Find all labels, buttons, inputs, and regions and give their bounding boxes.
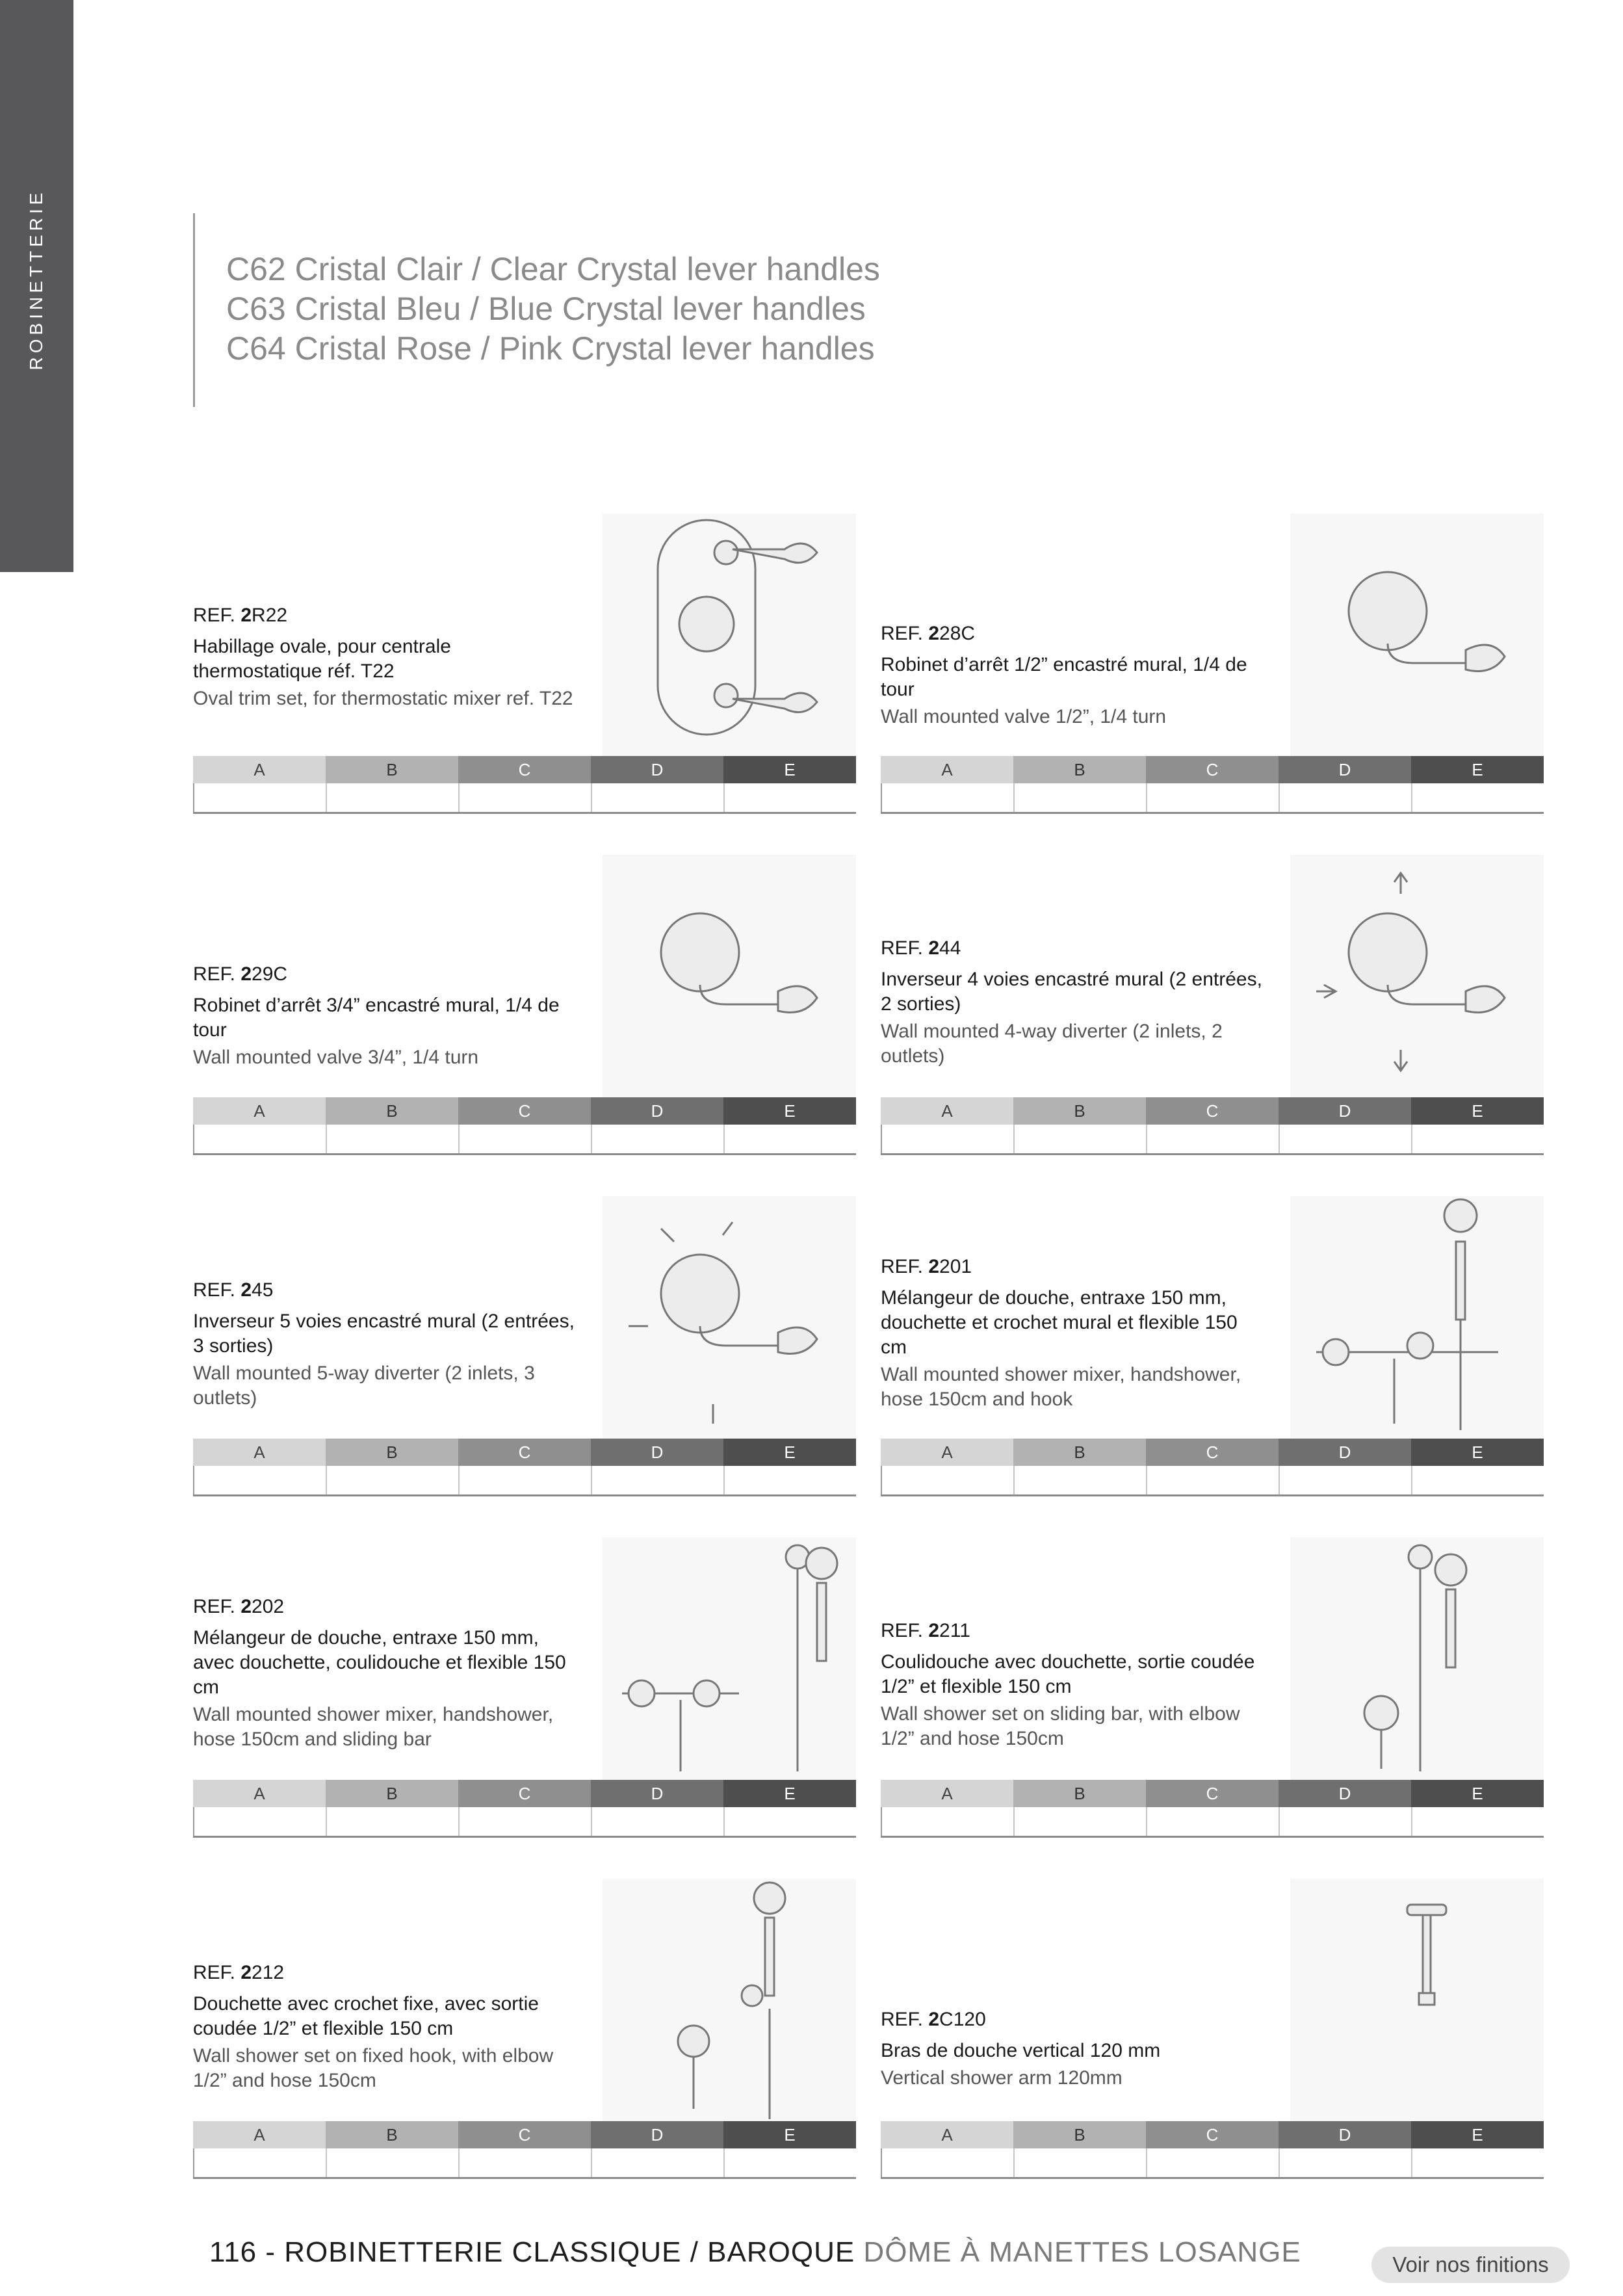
four-way-diverter-icon: [1290, 855, 1544, 1102]
view-finishes-button[interactable]: Voir nos finitions: [1371, 2247, 1570, 2283]
finish-column-a: A: [193, 1780, 326, 1807]
finish-column-a: A: [881, 756, 1013, 783]
finish-cell: [1411, 1807, 1544, 1836]
ref-rest: C120: [939, 2009, 986, 2030]
product-text: [881, 2009, 1264, 2091]
finish-column-a: A: [193, 1097, 326, 1125]
ref-prefix: REF.: [881, 623, 929, 644]
description-fr: Bras de douche vertical 120 mm: [881, 2040, 1161, 2061]
finish-cell: [1146, 2148, 1279, 2177]
finish-column-d: D: [1279, 756, 1411, 783]
finish-column-d: D: [591, 756, 723, 783]
finish-table-row: [881, 1807, 1544, 1838]
ref-rest: 202: [252, 1596, 285, 1617]
finish-column-c: C: [1146, 2121, 1279, 2148]
finish-cell: [591, 1125, 723, 1153]
ref-prefix: REF.: [193, 963, 241, 985]
finish-cell: [881, 1125, 1013, 1153]
finish-cell: [193, 783, 326, 812]
description-fr: Robinet d’arrêt 3/4” encastré mural, 1/4 de tour: [193, 995, 560, 1041]
finish-cell: [1146, 1466, 1279, 1494]
description-fr: Robinet d’arrêt 1/2” encastré mural, 1/4 de tour: [881, 654, 1247, 700]
finish-cell: [1279, 1807, 1411, 1836]
finish-column-a: A: [881, 2121, 1013, 2148]
finish-cell: [458, 1807, 591, 1836]
finish-cell: [881, 783, 1013, 812]
finish-table-row: [881, 783, 1544, 814]
shower-mixer-bar-icon: [603, 1537, 856, 1784]
finish-column-d: D: [1279, 1439, 1411, 1466]
finish-column-d: D: [591, 2121, 723, 2148]
finish-cell: [1013, 1466, 1146, 1494]
product-text: [881, 937, 1264, 1069]
product-text: [881, 623, 1264, 729]
ref-prefix: REF.: [193, 1596, 241, 1617]
finish-table: [193, 2121, 856, 2179]
product-ref: [193, 1279, 577, 1301]
finish-table-header: [881, 756, 1544, 783]
finish-table-header: [881, 1439, 1544, 1466]
finish-column-d: D: [591, 1780, 723, 1807]
ref-code: 2: [240, 605, 252, 626]
finish-cell: [591, 2148, 723, 2177]
ref-prefix: REF.: [881, 2009, 929, 2030]
description-en: Wall shower set on fixed hook, with elbow 1/2” and hose 150cm: [193, 2045, 554, 2091]
finish-cell: [326, 1466, 458, 1494]
finish-cell: [881, 2148, 1013, 2177]
shower-arm-icon: [1290, 1879, 1544, 2126]
ref-prefix: REF.: [881, 937, 929, 959]
ref-rest: 211: [939, 1620, 970, 1641]
finish-column-a: A: [193, 756, 326, 783]
finish-column-a: A: [193, 2121, 326, 2148]
finish-table-header: [193, 756, 856, 783]
finish-table: [881, 1439, 1544, 1496]
finish-table: [193, 1439, 856, 1496]
finish-column-b: B: [326, 756, 458, 783]
finish-cell: [326, 1125, 458, 1153]
sliding-bar-set-icon: [1290, 1537, 1544, 1784]
finish-column-c: C: [458, 1780, 591, 1807]
finish-column-e: E: [723, 756, 856, 783]
product-entry: [193, 514, 856, 813]
description-en: Wall mounted valve 3/4”, 1/4 turn: [193, 1047, 479, 1068]
finish-table-row: [881, 1466, 1544, 1496]
product-ref: [193, 1962, 577, 1984]
product-entry: [193, 855, 856, 1154]
description-fr: Coulidouche avec douchette, sortie coudée 1/2” et flexible 150 cm: [881, 1651, 1255, 1697]
finish-column-b: B: [326, 1439, 458, 1466]
finish-cell: [1013, 2148, 1146, 2177]
finish-cell: [591, 1807, 723, 1836]
product-ref: [881, 2009, 1264, 2031]
finish-table-row: [881, 1125, 1544, 1155]
product-text: [881, 1256, 1264, 1412]
finish-cell: [1279, 1466, 1411, 1494]
description-en: Wall mounted 5-way diverter (2 inlets, 3 outlets): [193, 1363, 535, 1409]
ref-prefix: REF.: [193, 1962, 241, 1983]
description-en: Wall mounted 4-way diverter (2 inlets, 2 outlets): [881, 1021, 1223, 1067]
finish-cell: [326, 2148, 458, 2177]
ref-prefix: REF.: [193, 1279, 241, 1301]
product-ref: [881, 937, 1264, 959]
finish-cell: [723, 1125, 856, 1153]
finish-column-b: B: [1013, 756, 1146, 783]
description-fr: Douchette avec crochet fixe, avec sortie coudée 1/2” et flexible 150 cm: [193, 1993, 539, 2039]
description-en: Wall shower set on sliding bar, with elbow 1/2” and hose 150cm: [881, 1703, 1240, 1749]
ref-code: 2: [240, 963, 252, 985]
finish-cell: [1146, 1807, 1279, 1836]
product-ref: [881, 1256, 1264, 1278]
sidebar-label: ROBINETTERIE: [26, 189, 46, 371]
finish-cell: [458, 1125, 591, 1153]
finish-table-header: [193, 1780, 856, 1807]
product-entry: [881, 514, 1544, 813]
finish-table-header: [881, 1780, 1544, 1807]
ref-code: 2: [240, 1279, 252, 1301]
page-footer: [209, 2236, 1301, 2269]
finish-cell: [193, 1466, 326, 1494]
product-ref: [881, 623, 1264, 645]
finish-column-a: A: [881, 1780, 1013, 1807]
five-way-diverter-icon: [603, 1196, 856, 1443]
ref-rest: 44: [939, 937, 961, 959]
ref-code: 2: [928, 623, 940, 644]
ref-rest: 212: [252, 1962, 285, 1983]
product-text: [193, 605, 577, 711]
finish-cell: [723, 2148, 856, 2177]
finish-column-d: D: [1279, 2121, 1411, 2148]
product-entry: [881, 855, 1544, 1154]
product-ref: [193, 1596, 577, 1618]
description-fr: Inverseur 4 voies encastré mural (2 entrées, 2 sorties): [881, 969, 1262, 1015]
product-entry: [193, 1537, 856, 1836]
finish-table-header: [193, 1439, 856, 1466]
finish-cell: [458, 2148, 591, 2177]
wall-valve-icon: [1290, 514, 1544, 761]
finish-cell: [193, 2148, 326, 2177]
title-line: C62 Cristal Clair / Clear Crystal lever handles: [226, 251, 880, 287]
finish-cell: [1411, 1466, 1544, 1494]
finish-column-c: C: [1146, 1097, 1279, 1125]
finish-cell: [1146, 783, 1279, 812]
finish-column-c: C: [1146, 1780, 1279, 1807]
finish-column-a: A: [881, 1097, 1013, 1125]
finish-cell: [881, 1466, 1013, 1494]
finish-column-d: D: [1279, 1780, 1411, 1807]
description-en: Wall mounted shower mixer, handshower, hose 150cm and hook: [881, 1364, 1241, 1410]
finish-column-c: C: [458, 1097, 591, 1125]
product-ref: [881, 1620, 1264, 1642]
ref-code: 2: [240, 1962, 252, 1983]
finish-cell: [1279, 2148, 1411, 2177]
finish-table-row: [193, 1807, 856, 1838]
finish-column-e: E: [1411, 2121, 1544, 2148]
finish-column-c: C: [458, 1439, 591, 1466]
ref-prefix: REF.: [881, 1620, 929, 1641]
description-en: Oval trim set, for thermostatic mixer ref. T22: [193, 688, 573, 709]
finish-cell: [1013, 1807, 1146, 1836]
finish-cell: [1146, 1125, 1279, 1153]
finish-table: [193, 756, 856, 814]
finish-cell: [193, 1807, 326, 1836]
finish-table-row: [881, 2148, 1544, 2179]
finish-cell: [591, 783, 723, 812]
shower-mixer-hook-icon: [1290, 1196, 1544, 1443]
description-en: Vertical shower arm 120mm: [881, 2067, 1123, 2089]
description-fr: Habillage ovale, pour centrale thermostatique réf. T22: [193, 636, 451, 682]
ref-code: 2: [928, 2009, 940, 2030]
finish-cell: [1279, 1125, 1411, 1153]
finish-cell: [1411, 1125, 1544, 1153]
finish-column-e: E: [1411, 1780, 1544, 1807]
ref-rest: 45: [252, 1279, 274, 1301]
finish-table-row: [193, 2148, 856, 2179]
ref-code: 2: [928, 1256, 940, 1277]
finish-column-c: C: [1146, 756, 1279, 783]
description-fr: Inverseur 5 voies encastré mural (2 entrées, 3 sorties): [193, 1311, 575, 1357]
finish-column-b: B: [1013, 1097, 1146, 1125]
finish-column-d: D: [591, 1439, 723, 1466]
finish-table-header: [193, 2121, 856, 2148]
finish-cell: [591, 1466, 723, 1494]
finish-column-e: E: [723, 1097, 856, 1125]
finish-column-b: B: [326, 1780, 458, 1807]
finish-table: [881, 2121, 1544, 2179]
finish-cell: [326, 783, 458, 812]
oval-trim-set-icon: [603, 514, 856, 761]
description-en: Wall mounted valve 1/2”, 1/4 turn: [881, 706, 1167, 727]
ref-prefix: REF.: [193, 605, 241, 626]
header-rule: [193, 213, 195, 407]
product-entry: [193, 1196, 856, 1495]
ref-rest: 201: [939, 1256, 972, 1277]
ref-rest: 29C: [252, 963, 288, 985]
product-entry: [881, 1879, 1544, 2178]
finish-cell: [723, 1466, 856, 1494]
finish-cell: [458, 1466, 591, 1494]
finish-column-c: C: [458, 2121, 591, 2148]
finish-column-b: B: [326, 2121, 458, 2148]
description-fr: Mélangeur de douche, entraxe 150 mm, douchette et crochet mural et flexible 150 cm: [881, 1287, 1238, 1358]
description-en: Wall mounted shower mixer, handshower, hose 150cm and sliding bar: [193, 1704, 554, 1750]
finish-column-d: D: [1279, 1097, 1411, 1125]
finish-column-d: D: [591, 1097, 723, 1125]
finish-table-header: [881, 1097, 1544, 1125]
finish-cell: [723, 783, 856, 812]
finish-cell: [1411, 783, 1544, 812]
footer-sub: DÔME À MANETTES LOSANGE: [863, 2236, 1301, 2268]
finish-cell: [458, 783, 591, 812]
product-ref: [193, 963, 577, 985]
ref-code: 2: [928, 937, 940, 959]
footer-main: 116 - ROBINETTERIE CLASSIQUE / BAROQUE: [209, 2236, 864, 2268]
product-entry: [881, 1537, 1544, 1836]
finish-column-b: B: [1013, 1439, 1146, 1466]
finish-table-row: [193, 783, 856, 814]
title-line: C64 Cristal Rose / Pink Crystal lever handles: [226, 330, 875, 367]
finish-cell: [723, 1807, 856, 1836]
finish-table-row: [193, 1125, 856, 1155]
finish-column-b: B: [1013, 2121, 1146, 2148]
finish-column-e: E: [723, 1439, 856, 1466]
product-entry: [881, 1196, 1544, 1495]
wall-valve-icon: [603, 855, 856, 1102]
finish-column-e: E: [723, 2121, 856, 2148]
finish-column-e: E: [723, 1780, 856, 1807]
finish-cell: [326, 1807, 458, 1836]
description-fr: Mélangeur de douche, entraxe 150 mm, avec douchette, coulidouche et flexible 150 cm: [193, 1627, 566, 1698]
finish-column-e: E: [1411, 756, 1544, 783]
product-text: [881, 1620, 1264, 1751]
finish-cell: [881, 1807, 1013, 1836]
finish-table: [193, 1097, 856, 1155]
product-ref: [193, 605, 577, 627]
finish-table: [881, 756, 1544, 814]
finish-table: [881, 1780, 1544, 1838]
finish-cell: [1279, 783, 1411, 812]
product-text: [193, 963, 577, 1070]
finish-table: [881, 1097, 1544, 1155]
finish-column-c: C: [1146, 1439, 1279, 1466]
finish-cell: [193, 1125, 326, 1153]
ref-rest: 28C: [939, 623, 976, 644]
finish-table: [193, 1780, 856, 1838]
finish-table-header: [193, 1097, 856, 1125]
finish-table-row: [193, 1466, 856, 1496]
finish-column-a: A: [881, 1439, 1013, 1466]
finish-column-c: C: [458, 756, 591, 783]
ref-rest: R22: [252, 605, 288, 626]
ref-prefix: REF.: [881, 1256, 929, 1277]
finish-column-e: E: [1411, 1439, 1544, 1466]
product-entry: [193, 1879, 856, 2178]
finish-column-e: E: [1411, 1097, 1544, 1125]
product-text: [193, 1596, 577, 1752]
finish-table-header: [881, 2121, 1544, 2148]
finish-column-b: B: [326, 1097, 458, 1125]
finish-cell: [1013, 1125, 1146, 1153]
ref-code: 2: [240, 1596, 252, 1617]
product-text: [193, 1279, 577, 1411]
page-title: [226, 250, 880, 369]
finish-column-b: B: [1013, 1780, 1146, 1807]
finish-cell: [1013, 783, 1146, 812]
title-line: C63 Cristal Bleu / Blue Crystal lever handles: [226, 291, 866, 327]
finish-column-a: A: [193, 1439, 326, 1466]
product-text: [193, 1962, 577, 2093]
ref-code: 2: [928, 1620, 940, 1641]
finish-cell: [1411, 2148, 1544, 2177]
fixed-hook-set-icon: [603, 1879, 856, 2126]
sidebar-tab: [0, 0, 73, 572]
